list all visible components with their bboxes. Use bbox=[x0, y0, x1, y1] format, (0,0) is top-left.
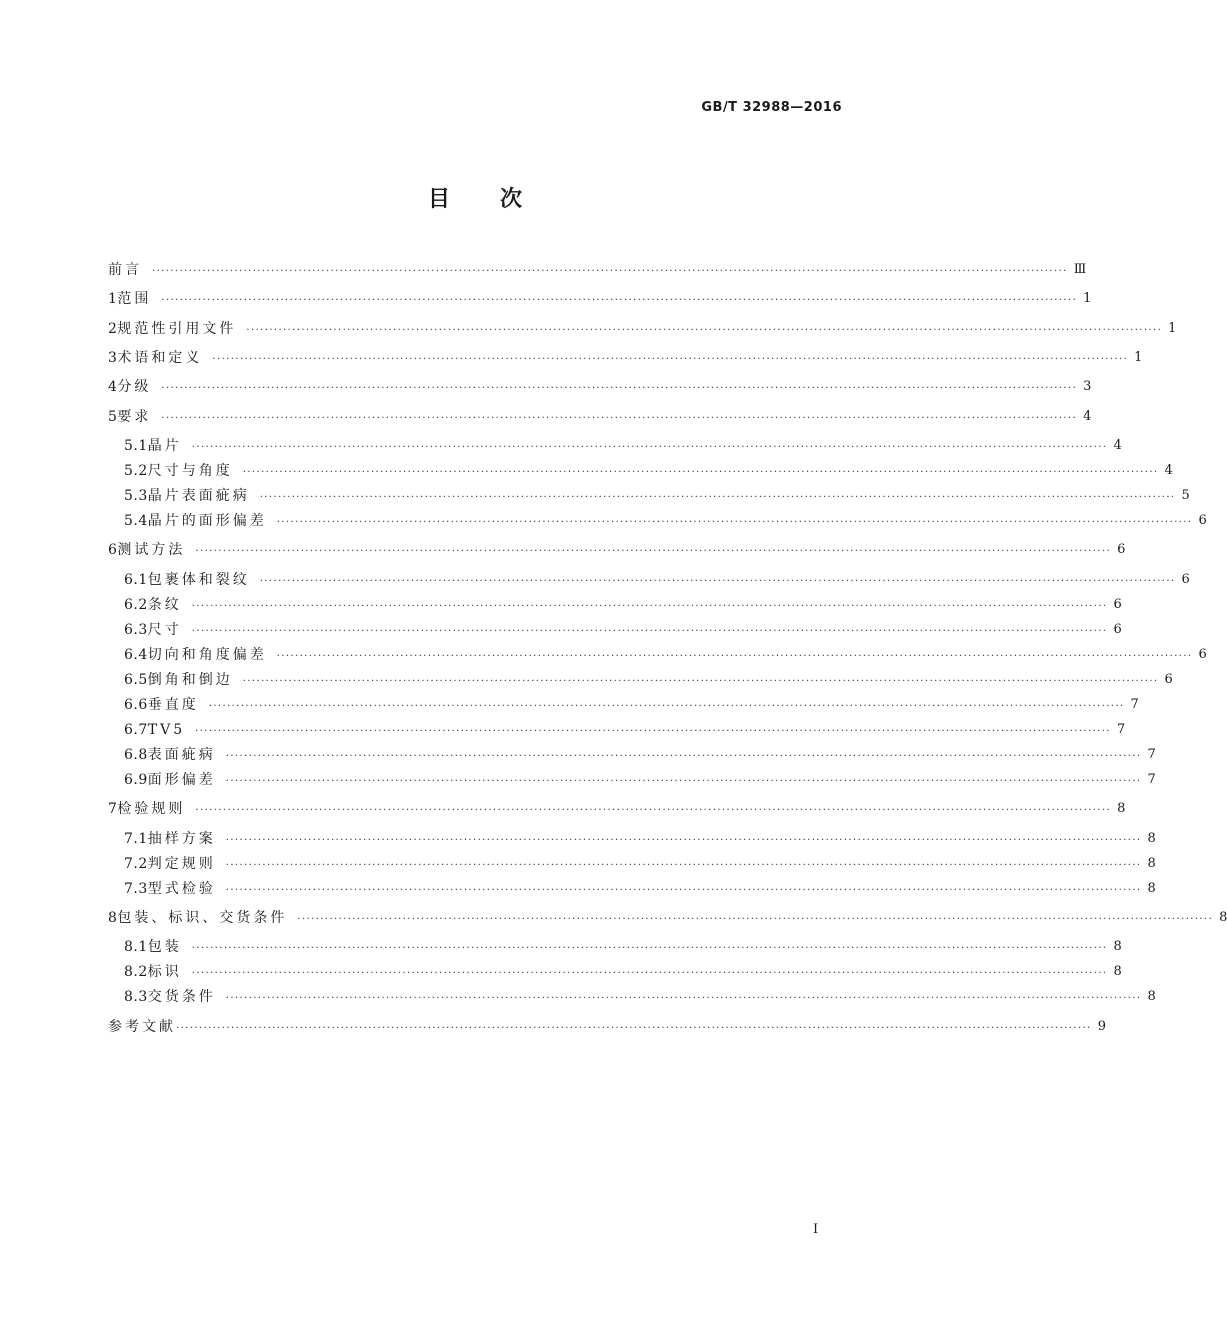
toc-entry[interactable] bbox=[108, 288, 1092, 310]
toc-entry-page: 4 bbox=[1113, 438, 1122, 453]
toc-entry-page: 6 bbox=[1181, 572, 1190, 587]
toc-entry-page: 1 bbox=[1083, 291, 1092, 306]
toc-entry[interactable] bbox=[108, 569, 1190, 591]
toc-entry-number: 8.1 bbox=[124, 939, 148, 955]
toc-entry-number: 6.1 bbox=[124, 572, 148, 588]
toc-entry-number: 6.2 bbox=[124, 597, 148, 613]
toc-leader-dots: ········································································································································································································ bbox=[191, 626, 1108, 637]
toc-entry-page: 6 bbox=[1164, 672, 1173, 687]
toc-entry[interactable] bbox=[108, 347, 1143, 369]
toc-entry[interactable] bbox=[108, 318, 1177, 340]
toc-entry-number: 2 bbox=[108, 321, 118, 337]
toc-leader-dots: ········································································································································································································ bbox=[195, 726, 1111, 737]
toc-entry[interactable] bbox=[108, 986, 1156, 1008]
toc-leader-dots: ········································································································································································································ bbox=[212, 354, 1129, 365]
toc-entry-number: 7.3 bbox=[124, 881, 148, 897]
toc-entry-page: 7 bbox=[1147, 747, 1156, 762]
toc-entry-page: 6 bbox=[1113, 622, 1122, 637]
title-char-right: 次 bbox=[500, 187, 523, 212]
toc-entry-label: 前言 bbox=[108, 262, 142, 278]
toc-entry-label: 晶片的面形偏差 bbox=[147, 513, 267, 529]
toc-entry-label: 交货条件 bbox=[147, 989, 216, 1005]
toc-entry-label: 面形偏差 bbox=[147, 772, 216, 788]
toc-entry-number: 4 bbox=[108, 379, 118, 395]
toc-entry[interactable] bbox=[108, 1016, 1107, 1038]
toc-entry-number: 7.2 bbox=[124, 856, 148, 872]
toc-entry-page: 5 bbox=[1181, 488, 1190, 503]
toc-entry-label: 测试方法 bbox=[117, 542, 186, 558]
toc-entry-number: 6.8 bbox=[124, 747, 148, 763]
toc-entry[interactable] bbox=[108, 644, 1207, 666]
toc-entry-label: 尺寸与角度 bbox=[147, 463, 233, 479]
toc-entry-number: 6.7 bbox=[124, 722, 148, 738]
toc-entry[interactable] bbox=[108, 798, 1126, 820]
toc-entry[interactable] bbox=[108, 259, 1087, 281]
toc-entry-page: 7 bbox=[1147, 772, 1156, 787]
toc-entry-number: 6.6 bbox=[124, 697, 148, 713]
toc-leader-dots: ········································································································································································································ bbox=[242, 467, 1159, 478]
toc-leader-dots: ········································································································································································································ bbox=[176, 1023, 1092, 1034]
toc-entry-page: 3 bbox=[1083, 379, 1092, 394]
toc-entry[interactable] bbox=[108, 435, 1122, 457]
toc-entry[interactable] bbox=[108, 769, 1156, 791]
toc-entry-label: 标识 bbox=[147, 964, 182, 980]
toc-entry-label: 参考文献 bbox=[108, 1019, 176, 1035]
toc-entry-label: 规范性引用文件 bbox=[117, 321, 237, 337]
toc-entry-label: 包装 bbox=[147, 939, 182, 955]
toc-entry[interactable] bbox=[108, 878, 1156, 900]
toc-entry[interactable] bbox=[108, 460, 1173, 482]
toc-entry-page: 8 bbox=[1147, 881, 1156, 896]
toc-entry[interactable] bbox=[108, 961, 1122, 983]
toc-leader-dots: ········································································································································································································ bbox=[259, 576, 1176, 587]
toc-entry-number: 7.1 bbox=[124, 831, 148, 847]
toc-entry-page: 8 bbox=[1147, 856, 1156, 871]
toc-entry-number: 1 bbox=[108, 291, 118, 307]
toc-leader-dots: ········································································································································································································ bbox=[276, 651, 1193, 662]
toc-leader-dots: ········································································································································································································ bbox=[152, 266, 1068, 277]
toc-entry[interactable] bbox=[108, 853, 1156, 875]
toc-entry-page: Ⅲ bbox=[1073, 262, 1087, 277]
toc-entry[interactable] bbox=[108, 619, 1122, 641]
toc-entry-number: 8 bbox=[108, 910, 118, 926]
toc-entry-label: 分级 bbox=[117, 379, 152, 395]
toc-entry-label: 倒角和倒边 bbox=[147, 672, 233, 688]
toc-entry-number: 6.9 bbox=[124, 772, 148, 788]
toc-entry-label: 型式检验 bbox=[147, 881, 216, 897]
toc-entry-label: 垂直度 bbox=[147, 697, 199, 713]
toc-leader-dots: ········································································································································································································ bbox=[161, 295, 1078, 306]
toc-entry-label: 晶片表面疵病 bbox=[147, 488, 250, 504]
toc-leader-dots: ········································································································································································································ bbox=[259, 492, 1176, 503]
toc-leader-dots: ········································································································································································································ bbox=[225, 993, 1142, 1004]
toc-entry-label: TV5 bbox=[147, 722, 186, 738]
toc-entry-page: 9 bbox=[1097, 1019, 1107, 1034]
toc-entry-label: 晶片 bbox=[147, 438, 182, 454]
toc-leader-dots: ········································································································································································································ bbox=[161, 413, 1078, 424]
toc-entry-page: 7 bbox=[1116, 722, 1126, 737]
toc-entry-label: 包裹体和裂纹 bbox=[147, 572, 250, 588]
toc-entry-number: 8.2 bbox=[124, 964, 148, 980]
toc-entry-page: 4 bbox=[1164, 463, 1173, 478]
toc-entry-number: 6.4 bbox=[124, 647, 148, 663]
toc-leader-dots: ········································································································································································································ bbox=[225, 860, 1142, 871]
toc-entry[interactable] bbox=[108, 936, 1122, 958]
standard-code: GB/T 32988—2016 bbox=[701, 100, 842, 115]
toc-entry[interactable] bbox=[108, 485, 1190, 507]
toc-leader-dots: ········································································································································································································ bbox=[191, 601, 1108, 612]
toc-entry-label: 要求 bbox=[117, 409, 152, 425]
toc-entry-page: 8 bbox=[1113, 964, 1122, 979]
toc-entry-number: 3 bbox=[108, 350, 118, 366]
toc-entry-page: 6 bbox=[1198, 513, 1207, 528]
toc-entry-number: 5 bbox=[108, 409, 118, 425]
toc-entry-label: 切向和角度偏差 bbox=[147, 647, 267, 663]
toc-entry-label: 检验规则 bbox=[117, 801, 186, 817]
toc-entry[interactable] bbox=[108, 376, 1092, 398]
toc-leader-dots: ········································································································································································································ bbox=[191, 442, 1108, 453]
toc-entry[interactable] bbox=[108, 907, 1227, 929]
toc-entry-page: 8 bbox=[1113, 939, 1122, 954]
toc-entry-label: 尺寸 bbox=[147, 622, 182, 638]
page-folio: Ⅰ bbox=[813, 1222, 819, 1237]
toc-leader-dots: ········································································································································································································ bbox=[225, 885, 1142, 896]
toc-entry[interactable] bbox=[108, 406, 1092, 428]
toc-entry[interactable] bbox=[108, 669, 1173, 691]
toc-entry-page: 6 bbox=[1198, 647, 1207, 662]
toc-entry-number: 6 bbox=[108, 542, 118, 558]
toc-entry-page: 8 bbox=[1147, 831, 1156, 846]
toc-leader-dots: ········································································································································································································ bbox=[246, 325, 1163, 336]
toc-entry[interactable] bbox=[108, 594, 1122, 616]
toc-leader-dots: ········································································································································································································ bbox=[242, 676, 1159, 687]
toc-entry-page: 6 bbox=[1117, 542, 1126, 557]
toc-entry-number: 5.4 bbox=[124, 513, 148, 529]
toc-leader-dots: ········································································································································································································ bbox=[297, 914, 1214, 925]
title-char-left: 目 bbox=[427, 187, 450, 212]
toc-entry-page: 8 bbox=[1147, 989, 1156, 1004]
toc-entry-number: 5.1 bbox=[124, 438, 148, 454]
toc-entry-label: 包装、标识、交货条件 bbox=[117, 910, 288, 926]
toc-entry-number: 5.3 bbox=[124, 488, 148, 504]
toc-leader-dots: ········································································································································································································ bbox=[161, 383, 1078, 394]
toc-entry[interactable] bbox=[108, 744, 1156, 766]
toc-leader-dots: ········································································································································································································ bbox=[195, 805, 1112, 816]
toc-entry[interactable] bbox=[108, 539, 1126, 561]
toc-entry-label: 术语和定义 bbox=[117, 350, 203, 366]
toc-leader-dots: ········································································································································································································ bbox=[191, 968, 1108, 979]
toc-leader-dots: ········································································································································································································ bbox=[225, 751, 1142, 762]
toc-entry-number: 6.5 bbox=[124, 672, 148, 688]
toc-entry-page: 1 bbox=[1134, 350, 1143, 365]
toc-leader-dots: ········································································································································································································ bbox=[225, 776, 1142, 787]
toc-entry[interactable] bbox=[108, 694, 1139, 716]
toc-entry-page: 8 bbox=[1117, 801, 1126, 816]
toc-leader-dots: ········································································································································································································ bbox=[208, 701, 1125, 712]
page-title bbox=[0, 182, 950, 213]
toc-entry-page: 8 bbox=[1219, 910, 1227, 925]
toc-entry-page: 1 bbox=[1168, 321, 1177, 336]
toc-entry-label: 范围 bbox=[117, 291, 152, 307]
toc-entry-number: 5.2 bbox=[124, 463, 148, 479]
toc-entry[interactable] bbox=[108, 510, 1207, 532]
toc-leader-dots: ········································································································································································································ bbox=[225, 835, 1142, 846]
toc-entry-label: 抽样方案 bbox=[147, 831, 216, 847]
toc-entry-page: 7 bbox=[1130, 697, 1139, 712]
toc-entry-page: 6 bbox=[1113, 597, 1122, 612]
toc-leader-dots: ········································································································································································································ bbox=[195, 546, 1112, 557]
toc-entry-label: 判定规则 bbox=[147, 856, 216, 872]
toc-leader-dots: ········································································································································································································ bbox=[276, 517, 1193, 528]
toc-entry-label: 表面疵病 bbox=[147, 747, 216, 763]
toc-entry-number: 6.3 bbox=[124, 622, 148, 638]
toc-entry-page: 4 bbox=[1083, 409, 1092, 424]
toc-entry[interactable] bbox=[108, 828, 1156, 850]
toc-entry-label: 条纹 bbox=[147, 597, 182, 613]
toc-entry-number: 8.3 bbox=[124, 989, 148, 1005]
toc-entry-number: 7 bbox=[108, 801, 118, 817]
toc-entry[interactable] bbox=[108, 719, 1126, 741]
toc-leader-dots: ········································································································································································································ bbox=[191, 943, 1108, 954]
